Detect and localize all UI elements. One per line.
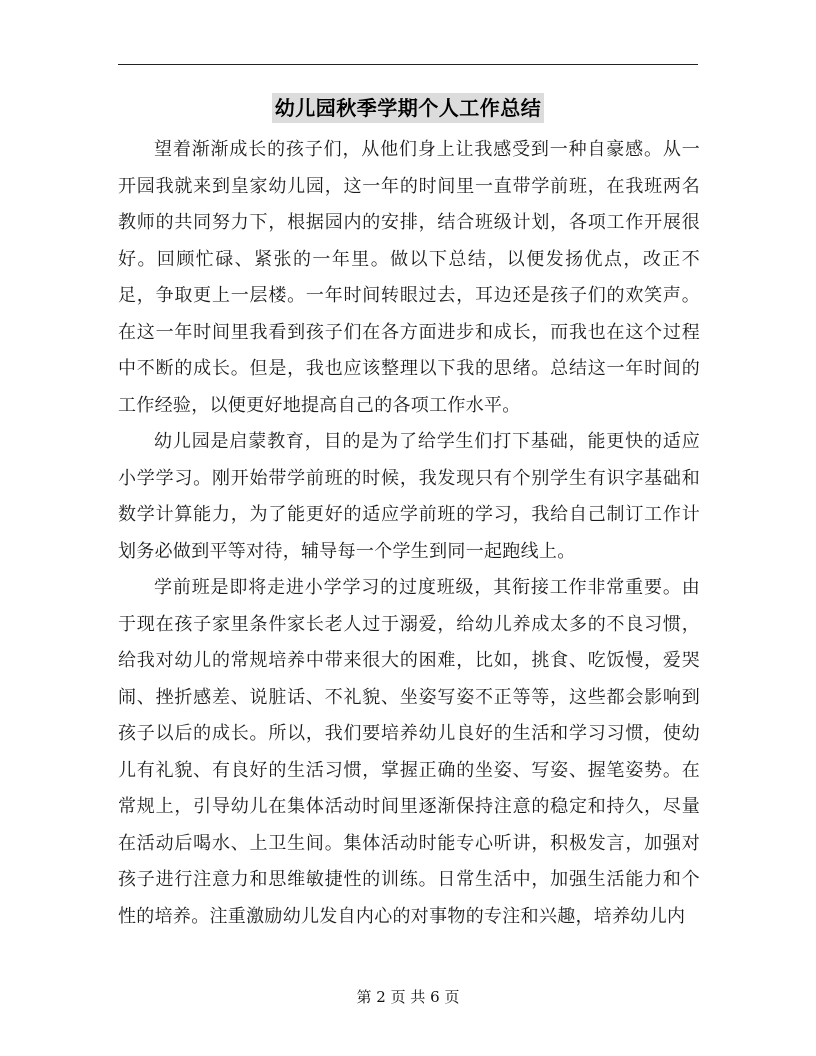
- title-container: [118, 93, 698, 123]
- document-title: 幼儿园秋季学期个人工作总结: [272, 93, 545, 123]
- page-number: 第 2 页 共 6 页: [356, 988, 460, 1006]
- paragraph: 幼儿园是启蒙教育，目的是为了给学生们打下基础，能更快的适应小学学习。刚开始带学前班的时候，我发现只有个别学生有识字基础和数学计算能力，为了能更好的适应学前班的学习，我给自己制订工作计划务必做到平等对待，辅导每一个学生到同一起跑线上。: [118, 431, 700, 562]
- header-rule: [118, 64, 698, 65]
- paragraph: 望着渐渐成长的孩子们，从他们身上让我感受到一种自豪感。从一开园我就来到皇家幼儿园，这一年的时间里一直带学前班，在我班两名教师的共同努力下，根据园内的安排，结合班级计划，各项工作开展很好。回顾忙碌、紧张的一年里。做以下总结，以便发扬优点，改正不足，争取更上一层楼。一年时间转眼过去，耳边还是孩子们的欢笑声。在这一年时间里我看到孩子们在各方面进步和成长，而我也在这个过程中不断的成长。但是，我也应该整理以下我的思绪。总结这一年时间的工作经验，以便更好地提高自己的各项工作水平。: [118, 139, 700, 416]
- paragraph: 学前班是即将走进小学学习的过度班级，其衔接工作非常重要。由于现在孩子家里条件家长老人过于溺爱，给幼儿养成太多的不良习惯，给我对幼儿的常规培养中带来很大的困难，比如，挑食、吃饭慢，爱哭闹、挫折感差、说脏话、不礼貌、坐姿写姿不正等等，这些都会影响到孩子以后的成长。所以，我们要培养幼儿良好的生活和学习习惯，使幼儿有礼貌、有良好的生活习惯，掌握正确的坐姿、写姿、握笔姿势。在常规上，引导幼儿在集体活动时间里逐渐保持注意的稳定和持久，尽量在活动后喝水、上卫生间。集体活动时能专心听讲，积极发言，加强对孩子进行注意力和思维敏捷性的训练。日常生活中，加强生活能力和个性的培养。注重激励幼儿发自内心的对事物的专注和兴趣，培养幼儿内: [118, 577, 700, 927]
- document-body: [118, 132, 700, 935]
